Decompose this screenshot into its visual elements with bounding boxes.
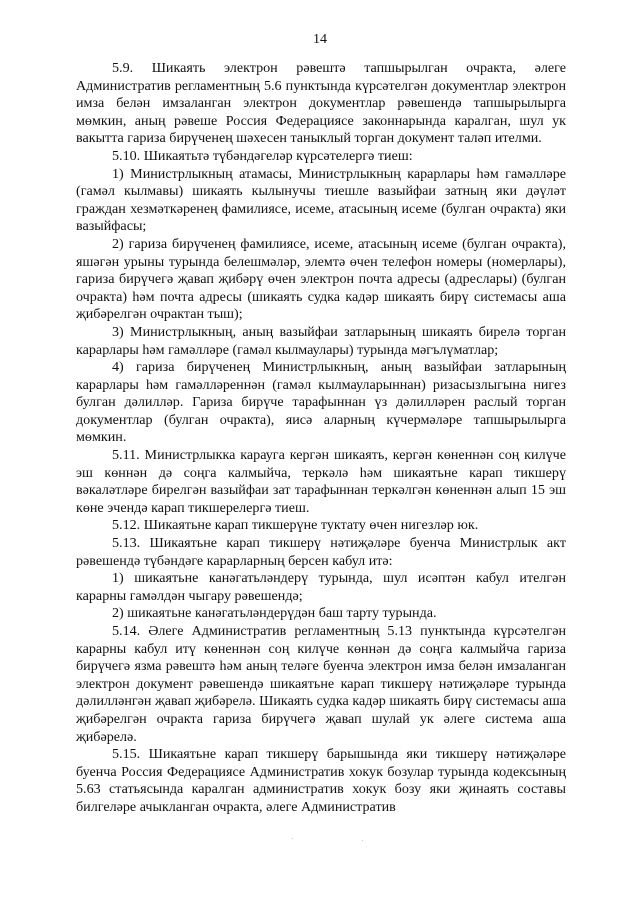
- paragraph-5-12: 5.12. Шикаятьне карап тикшерүне туктату өчен нигезләр юк.: [112, 517, 479, 534]
- page-number: 14: [313, 32, 327, 47]
- paragraph-5-15: 5.15. Шикаятьне карап тикшерү барышында яки тикшерү нәтиҗәләре буенча Россия Федерациясе Административ хокук бозулар турында кодексының 5.63 статьясында каралган административ хокук бозу яки җинаять составы билгеләре ачыкланган очракта, әлеге Административ: [76, 746, 566, 815]
- paragraph-5-11: 5.11. Министрлыкка карауга кергән шикаять, кергән көненнән соң килүче эш көннән дә соңга калмыйча, теркәлә һәм шикаятьне карап тикшерү вәкаләтләре бирелгән вазыйфаи зат тарафыннан теркәлгән көненнән алып 15 эш көне эчендә карап тикшерелергә тиеш.: [76, 447, 566, 516]
- list-item-5-10-3: 3) Министрлыкның, аның вазыйфаи затларының шикаять бирелә торган карарлары һәм гамәлләре (гамәл кылмаулары) турында мәгълүматлар;: [76, 323, 566, 358]
- scan-speck: [292, 838, 293, 839]
- list-item-5-10-4: 4) гариза бирүченең Министрлыкның, аның вазыйфаи затларының карарлары һәм гамәлләреннән (гамәл кылмауларыннан) ризасызлыгына нигез булган дәлилләр. Гариза бирүче тарафыннан үз дәлилләрен раслый торган документлар (булган очракта), яисә аларның күчермәләре тапшырылырга мөмкин.: [76, 359, 566, 446]
- paragraph-5-14: 5.14. Әлеге Административ регламентның 5.13 пунктында күрсәтелгән карарны кабул итү көненнән соң килүче көннән дә соңга калмыйча гариза бирүчегә язма рәвештә һәм аның теләге буенча электрон имза белән имзаланган электрон документ рәвешендә шикаятьне карап тикшерү нәтиҗәләре турында дәлилләнгән җавап җибәрелә. Шикаять судка кадәр шикаять бирү системасы аша җибәрелгән очракта гариза бирүчегә җавап шулай ук әлеге система аша җибәрелә.: [76, 623, 566, 745]
- list-item-5-13-1: 1) шикаятьне канәгатьләндерү турында, шул исәптән кабул ителгән карарны гамәлдән чыгару рәвешендә;: [76, 570, 566, 604]
- paragraph-5-10: 5.10. Шикаятьтә түбәндәгеләр күрсәтелергә тиеш:: [112, 147, 413, 164]
- paragraph-5-9: 5.9. Шикаять электрон рәвештә тапшырылган очракта, әлеге Административ регламентның 5.6 пунктында күрсәтелгән документлар электрон имза белән имзаланган электрон документлар рәвешендә тапшырылырга мөмкин, аның рәвеше Россия Федерациясе законнарында каралган, шул ук вакытта гариза бирүченең шәхесен таныклый торган документ таләп ителми.: [76, 60, 566, 147]
- list-item-5-13-2: 2) шикаятьне канәгатьләндерүдән баш тарту турында.: [112, 605, 437, 622]
- list-item-5-10-1: 1) Министрлыкның атамасы, Министрлыкның карарлары һәм гамәлләре (гамәл кылмавы) шикаять кылынучы тиешле вазыйфаи затның яки дәүләт граждан хезмәткәренең фамилиясе, исеме, атасының исеме (булган очракта) яки вазыйфасы;: [76, 165, 566, 235]
- scan-speck: [362, 840, 363, 841]
- paragraph-5-13: 5.13. Шикаятьне карап тикшерү нәтиҗәләре буенча Министрлык акт рәвешендә түбәндәге карарларның берсен кабул итә:: [76, 535, 566, 569]
- document-body: [76, 60, 566, 817]
- list-item-5-10-2: 2) гариза бирүченең фамилиясе, исеме, атасының исеме (булган очракта), яшәгән урыны турында белешмәләр, элемтә өчен телефон номеры (номерлары), гариза бирүчегә җавап җибәрү өчен электрон почта адресы (адреслары) (булган очракта) һәм почта адресы (шикаять судка кадәр шикаять бирү системасы аша җибәрелгән очрактан тыш);: [76, 235, 566, 323]
